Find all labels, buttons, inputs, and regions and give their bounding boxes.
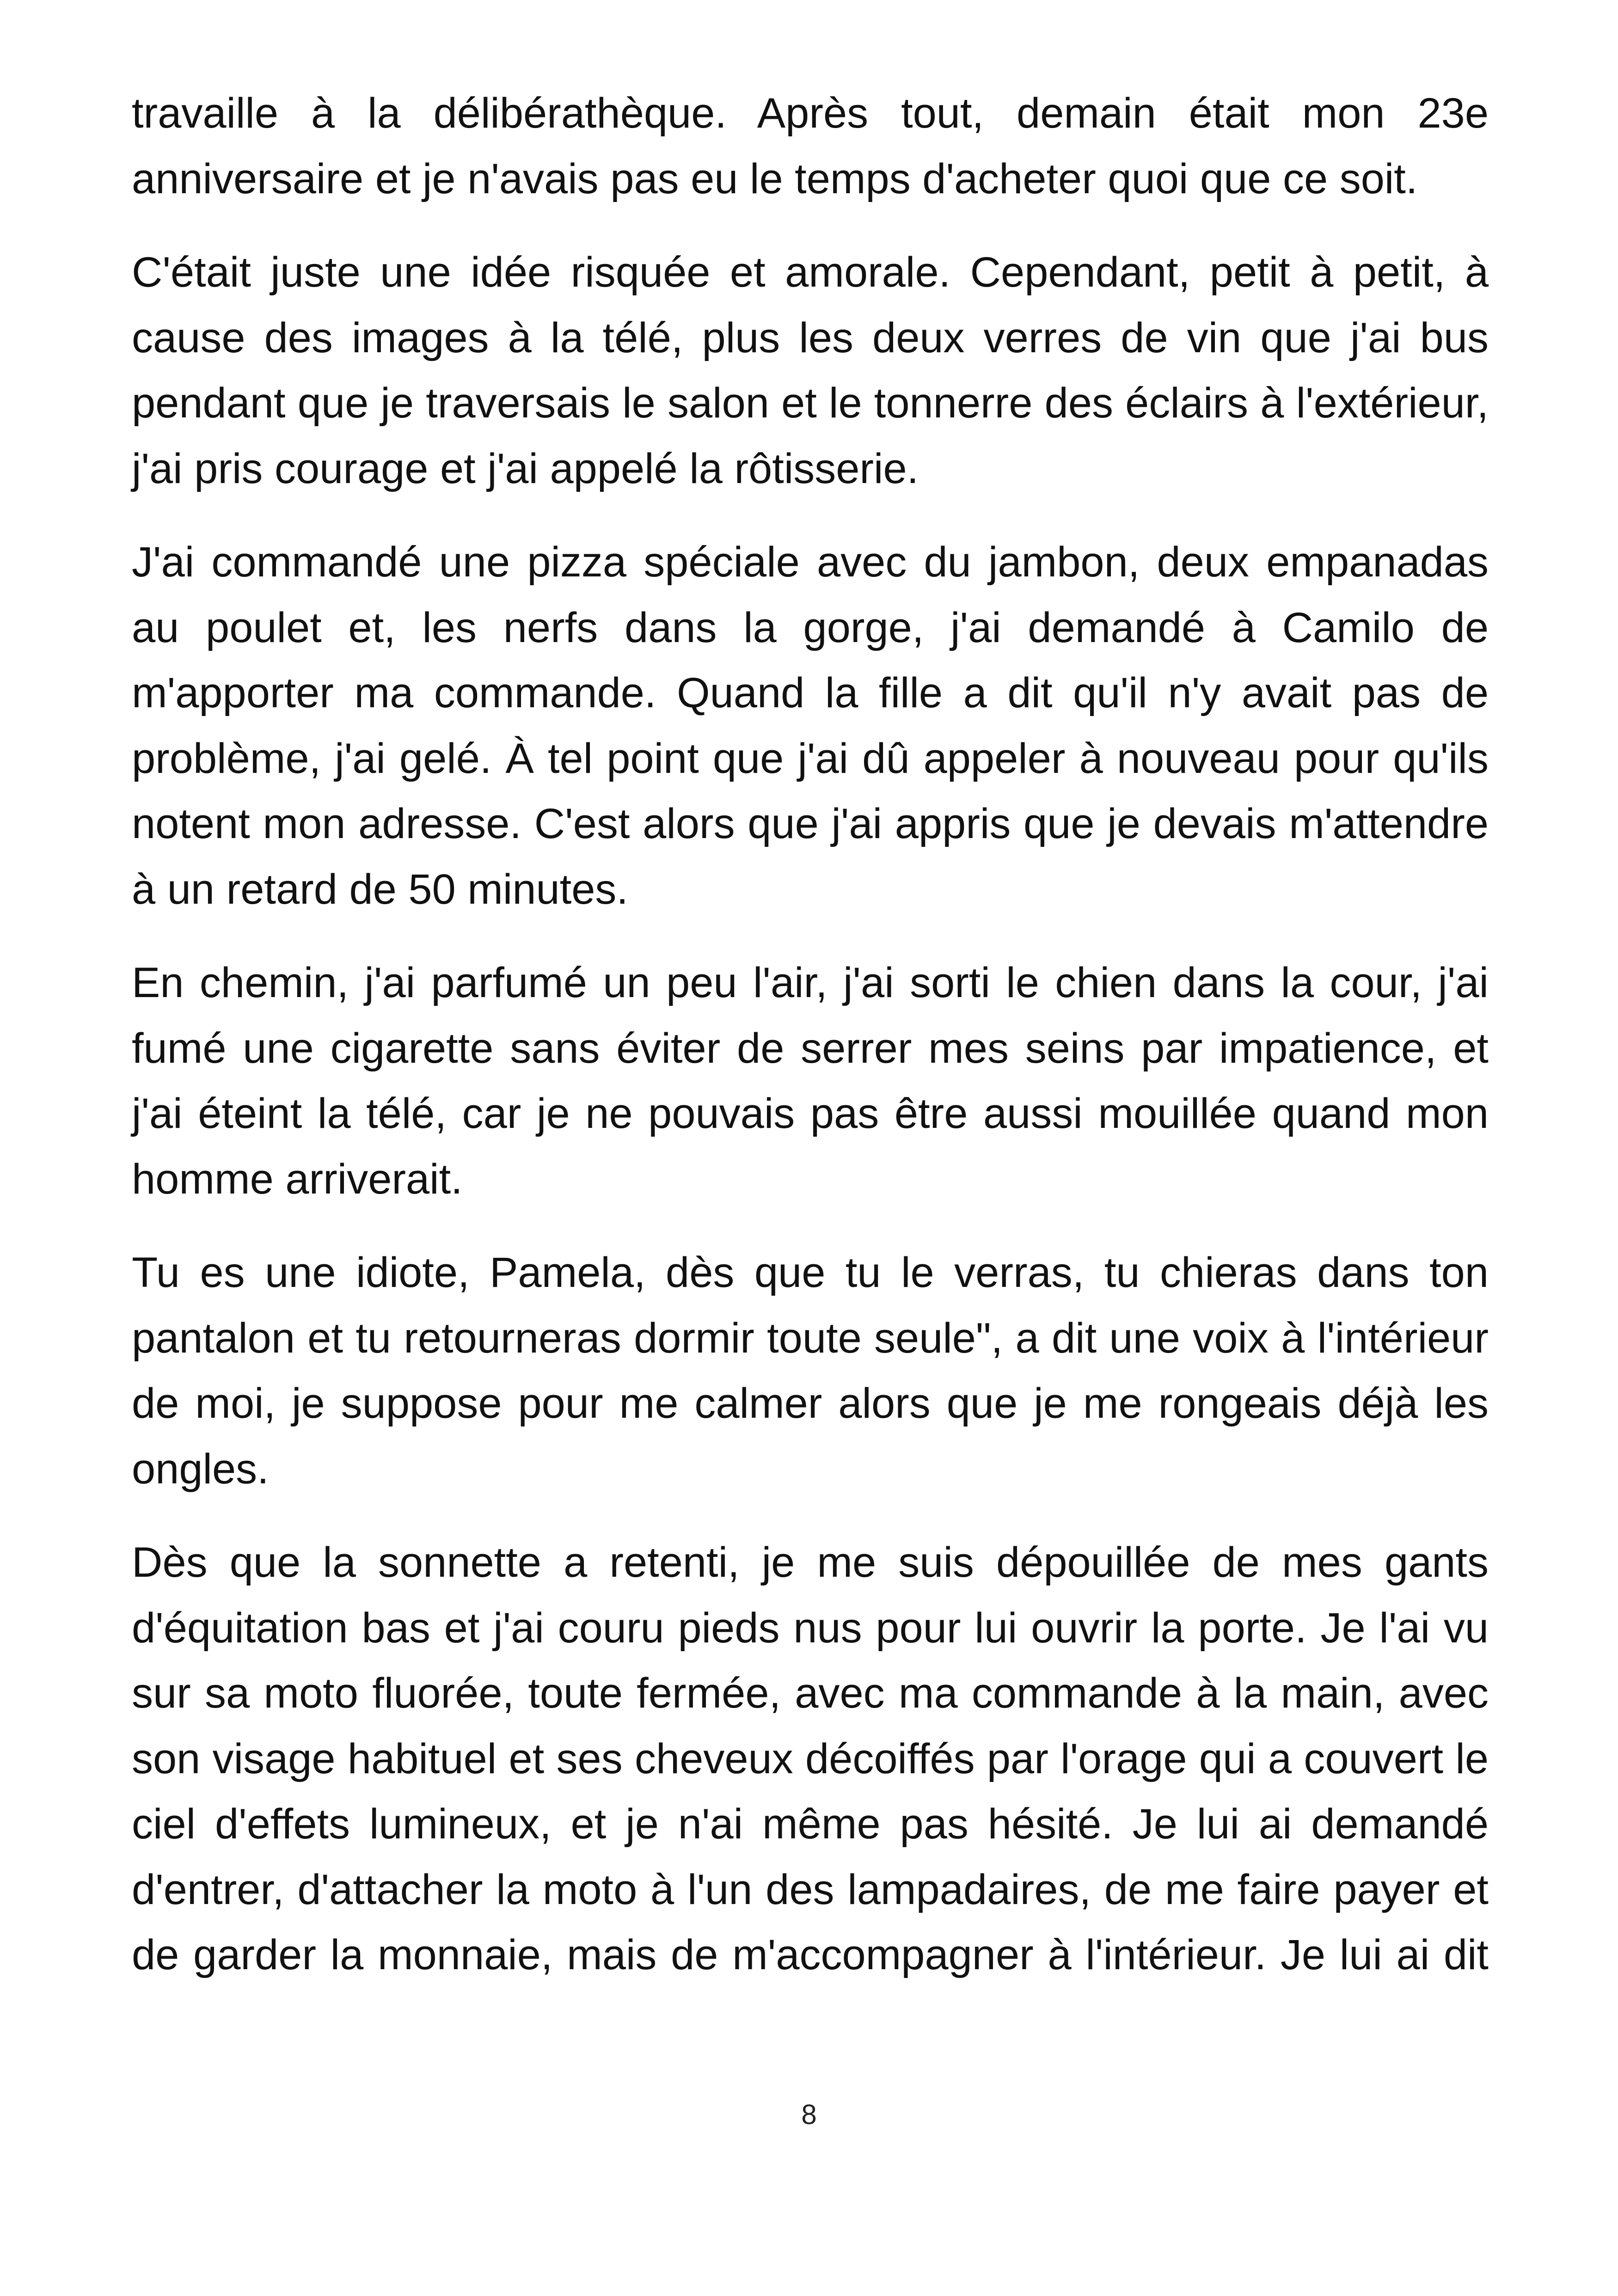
paragraph-2: C'était juste une idée risquée et amorale. Cependant, petit à petit, à cause des images à la télé, plus les deux verres de vin que j'ai bus pendant que je traversais le salon et le tonnerre des éclairs à l'extérieur, j'ai pris courage et j'ai appelé la rôtisserie. (132, 249, 1489, 492)
paragraph-6: Dès que la sonnette a retenti, je me suis dépouillée de mes gants d'équitation bas et j'ai couru pieds nus pour lui ouvrir la porte. Je l'ai vu sur sa moto fluorée, toute fermée, avec ma commande à la main, avec son visage habituel et ses cheveux décoiffés par l'orage qui a couvert le ciel d'effets lumineux, et je n'ai même pas hésité. Je lui ai demandé d'entrer, d'attacher la moto à l'un des lampadaires, de me faire payer et de garder la monnaie, mais de m'accompagner à l'intérieur. Je lui ai dit (132, 1539, 1489, 1978)
paragraph-5: Tu es une idiote, Pamela, dès que tu le verras, tu chieras dans ton pantalon et tu retourneras dormir toute seule", a dit une voix à l'intérieur de moi, je suppose pour me calmer alors que je me rongeais déjà les ongles. (132, 1249, 1489, 1493)
page-number: 8 (801, 2099, 817, 2130)
paragraph-3: J'ai commandé une pizza spéciale avec du jambon, deux empanadas au poulet et, les nerfs dans la gorge, j'ai demandé à Camilo de m'apporter ma commande. Quand la fille a dit qu'il n'y avait pas de problème, j'ai gelé. À tel point que j'ai dû appeler à nouveau pour qu'ils notent mon adresse. C'est alors que j'ai appris que je devais m'attendre à un retard de 50 minutes. (132, 539, 1489, 913)
paragraph-1: travaille à la délibérathèque. Après tout, demain était mon 23e anniversaire et je n'avais pas eu le temps d'acheter quoi que ce soit. (132, 90, 1489, 202)
body-text (132, 81, 1489, 2016)
paragraph-4: En chemin, j'ai parfumé un peu l'air, j'ai sorti le chien dans la cour, j'ai fumé une cigarette sans éviter de serrer mes seins par impatience, et j'ai éteint la télé, car je ne pouvais pas être aussi mouillée quand mon homme arriverait. (132, 959, 1489, 1203)
